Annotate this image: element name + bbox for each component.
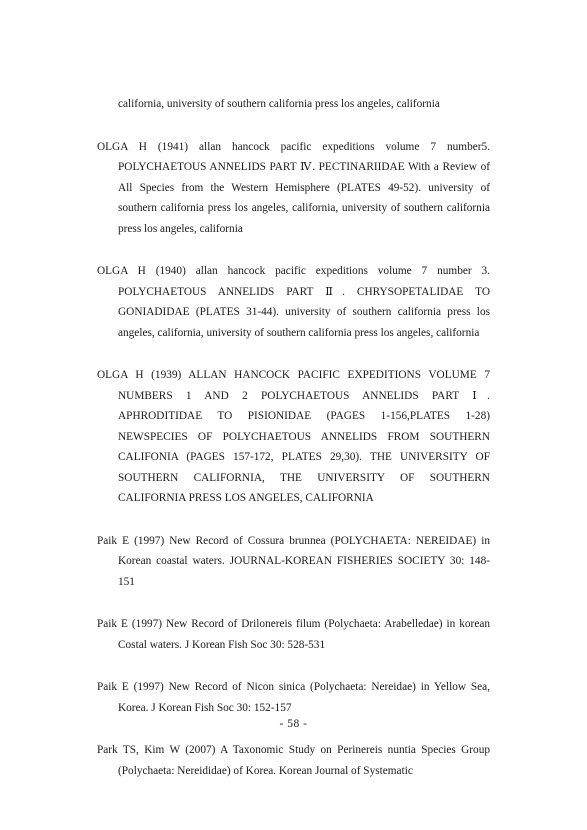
reference-entry: Paik E (1997) New Record of Drilonereis filum (Polychaeta: Arabelledae) in korean Costal waters. J Korean Fish Soc 30: 528-531 <box>97 618 490 651</box>
reference-entry: OLGA H (1939) ALLAN HANCOCK PACIFIC EXPEDITIONS VOLUME 7 NUMBERS 1 AND 2 POLYCHAETOUS ANNELIDS PART Ⅰ. APHRODITIDAE TO PISIONIDAE (PAGES 1-156,PLATES 1-28) NEWSPECIES OF POLYCHAETOUS ANNELIDS FROM SOUTHERN CALIFONIA (PAGES 157-172, PLATES 29,30). THE UNIVERSITY OF SOUTHERN CALIFORNIA, THE UNIVERSITY OF SOUTHERN CALIFORNIA PRESS LOS ANGELES, CALIFORNIA <box>97 369 490 504</box>
reference-entry: OLGA H (1941) allan hancock pacific expeditions volume 7 number5. POLYCHAETOUS ANNELIDS PART Ⅳ. PECTINARIIDAE With a Review of All Species from the Western Hemisphere (PLATES 49-52). university of southern california press los angeles, california, university of southern california press los angeles, california <box>97 140 490 235</box>
reference-entry: Park TS, Kim W (2007) A Taxonomic Study on Perinereis nuntia Species Group (Polychaeta: Nereididae) of Korea. Korean Journal of Systematic <box>97 744 490 777</box>
reference-entry: california, university of southern california press los angeles, california <box>118 98 440 110</box>
reference-entry: Paik E (1997) New Record of Cossura brunnea (POLYCHAETA: NEREIDAE) in Korean coastal waters. JOURNAL-KOREAN FISHERIES SOCIETY 30: 148-151 <box>97 534 490 588</box>
reference-entry: OLGA H (1940) allan hancock pacific expeditions volume 7 number 3. POLYCHAETOUS ANNELIDS PART Ⅱ. CHRYSOPETALIDAE TO GONIADIDAE (PLATES 31-44). university of southern california press los angeles, california, university of southern california press los angeles, california <box>97 265 490 339</box>
reference-list <box>97 94 490 803</box>
page-number: - 58 - <box>279 718 308 730</box>
reference-entry: Paik E (1997) New Record of Nicon sinica (Polychaeta: Nereidae) in Yellow Sea, Korea. J Korean Fish Soc 30: 152-157 <box>97 681 490 714</box>
